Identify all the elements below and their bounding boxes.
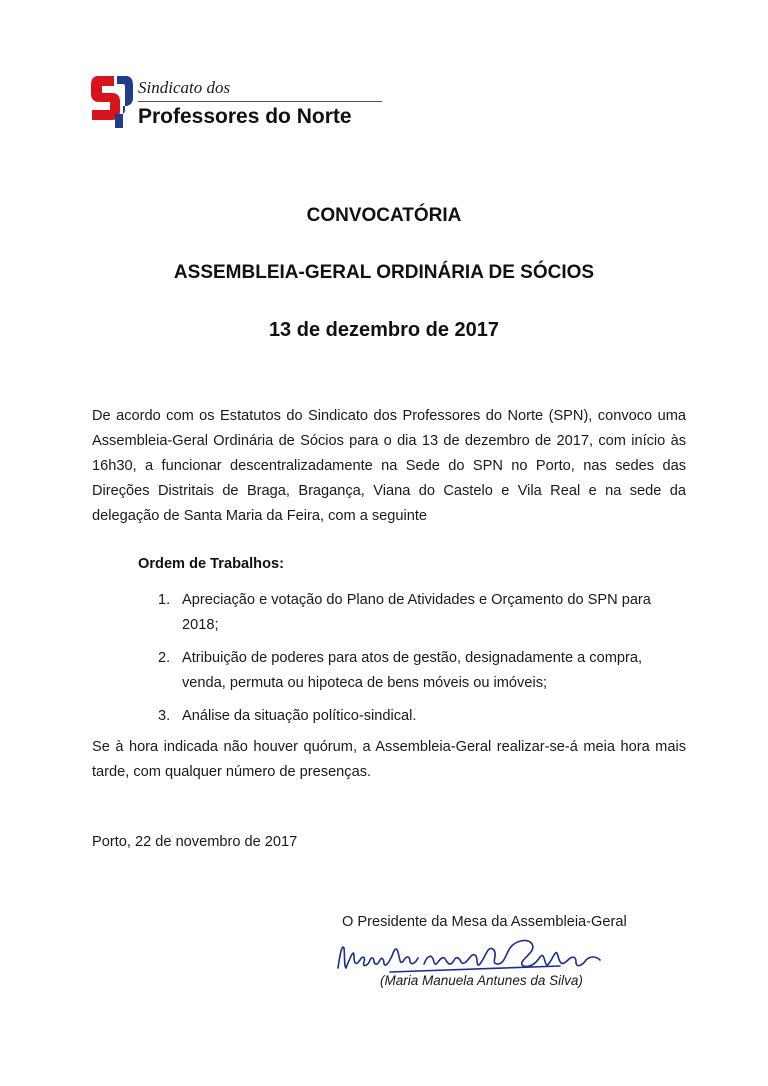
spn-logo-icon [90,74,134,130]
logo-text-line1: Sindicato dos [138,78,231,97]
meeting-date: 13 de dezembro de 2017 [268,319,500,341]
document-title: CONVOCATÓRIA [306,205,462,226]
agenda-item [158,704,688,729]
intro-paragraph: De acordo com os Estatutos do Sindicato dos Professores do Norte (SPN), convoco uma Assembleia-Geral Ordinária de Sócios para o dia 13 de dezembro de 2017, com início às 16h30, a funcionar descentralizadamente na Sede do SPN no Porto, nas sedes das Direções Distritais de Braga, Bragança, Viana do Castelo e Vila Real e na sede da delegação de Santa Maria da Feira, com a seguinte [92,408,686,524]
agenda-title: Ordem de Trabalhos: [138,556,284,572]
agenda-item-text: Análise da situação político-sindical. [182,708,417,724]
signatory-name: (Maria Manuela Antunes da Silva) [380,973,583,988]
logo-text-line2: Professores do Norte [138,105,352,128]
spn-logo [90,72,390,132]
agenda-item-number: 2. [158,650,171,666]
handwritten-signature [330,934,630,978]
agenda-item-number: 1. [158,592,171,608]
agenda-item-text: Apreciação e votação do Plano de Atividades e Orçamento do SPN para 2018; [182,592,651,633]
agenda-item-number: 3. [158,708,171,724]
quorum-paragraph: Se à hora indicada não houver quórum, a Assembleia-Geral realizar-se-á meia hora mais tarde, com qualquer número de presenças. [92,739,686,780]
place-date: Porto, 22 de novembro de 2017 [92,834,298,850]
document-subtitle: ASSEMBLEIA-GERAL ORDINÁRIA DE SÓCIOS [173,262,595,283]
logo-divider [138,101,382,102]
signatory-role: O Presidente da Mesa da Assembleia-Geral [342,914,627,930]
agenda-item [158,646,688,696]
agenda-item [158,588,688,638]
agenda-list [158,588,688,737]
signature-block [330,912,650,1002]
agenda-item-text: Atribuição de poderes para atos de gestão, designadamente a compra, venda, permuta ou hipoteca de bens móveis ou imóveis; [182,650,643,691]
